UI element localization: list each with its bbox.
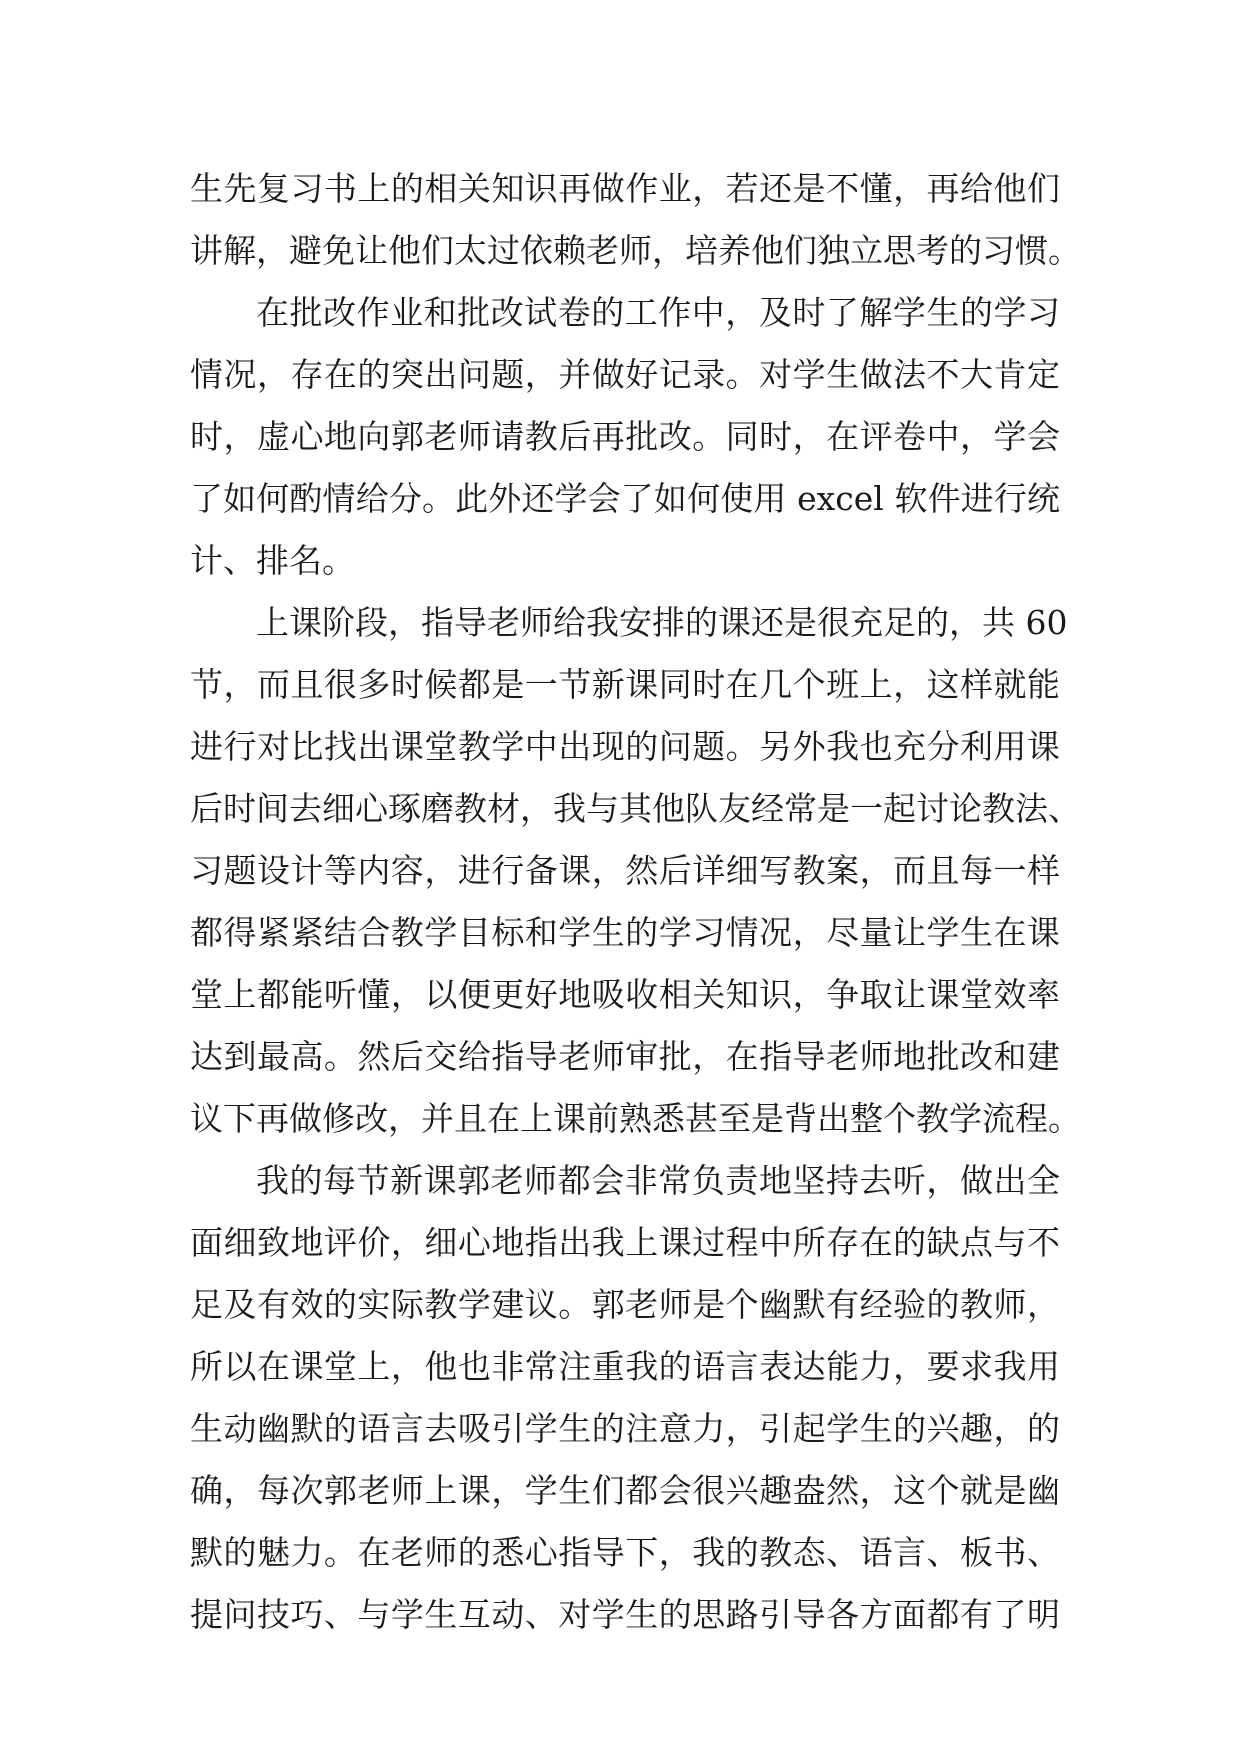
- text-line: 了如何酌情给分。此外还学会了如何使用 excel 软件进行统: [190, 479, 1060, 518]
- text-line: 生动幽默的语言去吸引学生的注意力，引起学生的兴趣，的: [190, 1409, 1060, 1448]
- text-line: 达到最高。然后交给指导老师审批，在指导老师地批改和建: [190, 1037, 1060, 1076]
- text-line: 生先复习书上的相关知识再做作业，若还是不懂，再给他们: [190, 169, 1060, 208]
- text-line: 堂上都能听懂，以便更好地吸收相关知识，争取让课堂效率: [190, 975, 1060, 1014]
- text-line: 提问技巧、与学生互动、对学生的思路引导各方面都有了明: [190, 1595, 1060, 1634]
- text-line: 默的魅力。在老师的悉心指导下，我的教态、语言、板书、: [190, 1533, 1060, 1572]
- text-line: 进行对比找出课堂教学中出现的问题。另外我也充分利用课: [190, 727, 1060, 766]
- paragraph-first-line: 在批改作业和批改试卷的工作中，及时了解学生的学习: [256, 293, 1060, 332]
- text-line: 时，虚心地向郭老师请教后再批改。同时，在评卷中，学会: [190, 417, 1060, 456]
- text-line: 议下再做修改，并且在上课前熟悉甚至是背出整个教学流程。: [190, 1099, 1081, 1138]
- text-line: 确，每次郭老师上课，学生们都会很兴趣盎然，这个就是幽: [190, 1471, 1060, 1510]
- text-line: 习题设计等内容，进行备课，然后详细写教案，而且每一样: [190, 851, 1060, 890]
- text-line: 讲解，避免让他们太过依赖老师，培养他们独立思考的习惯。: [190, 231, 1081, 270]
- text-line: 后时间去细心琢磨教材，我与其他队友经常是一起讨论教法、: [190, 789, 1081, 828]
- text-line: 节，而且很多时候都是一节新课同时在几个班上，这样就能: [190, 665, 1060, 704]
- text-line: 所以在课堂上，他也非常注重我的语言表达能力，要求我用: [190, 1347, 1060, 1386]
- text-line: 计、排名。: [190, 541, 355, 580]
- text-line: 面细致地评价，细心地指出我上课过程中所存在的缺点与不: [190, 1223, 1060, 1262]
- text-line: 都得紧紧结合教学目标和学生的学习情况，尽量让学生在课: [190, 913, 1060, 952]
- text-line: 足及有效的实际教学建议。郭老师是个幽默有经验的教师，: [190, 1285, 1060, 1324]
- body-text: [190, 158, 1081, 1646]
- paragraph-first-line: 上课阶段，指导老师给我安排的课还是很充足的，共 60: [256, 603, 1068, 642]
- text-line: 情况，存在的突出问题，并做好记录。对学生做法不大肯定: [190, 355, 1060, 394]
- paragraph-first-line: 我的每节新课郭老师都会非常负责地坚持去听，做出全: [256, 1161, 1060, 1200]
